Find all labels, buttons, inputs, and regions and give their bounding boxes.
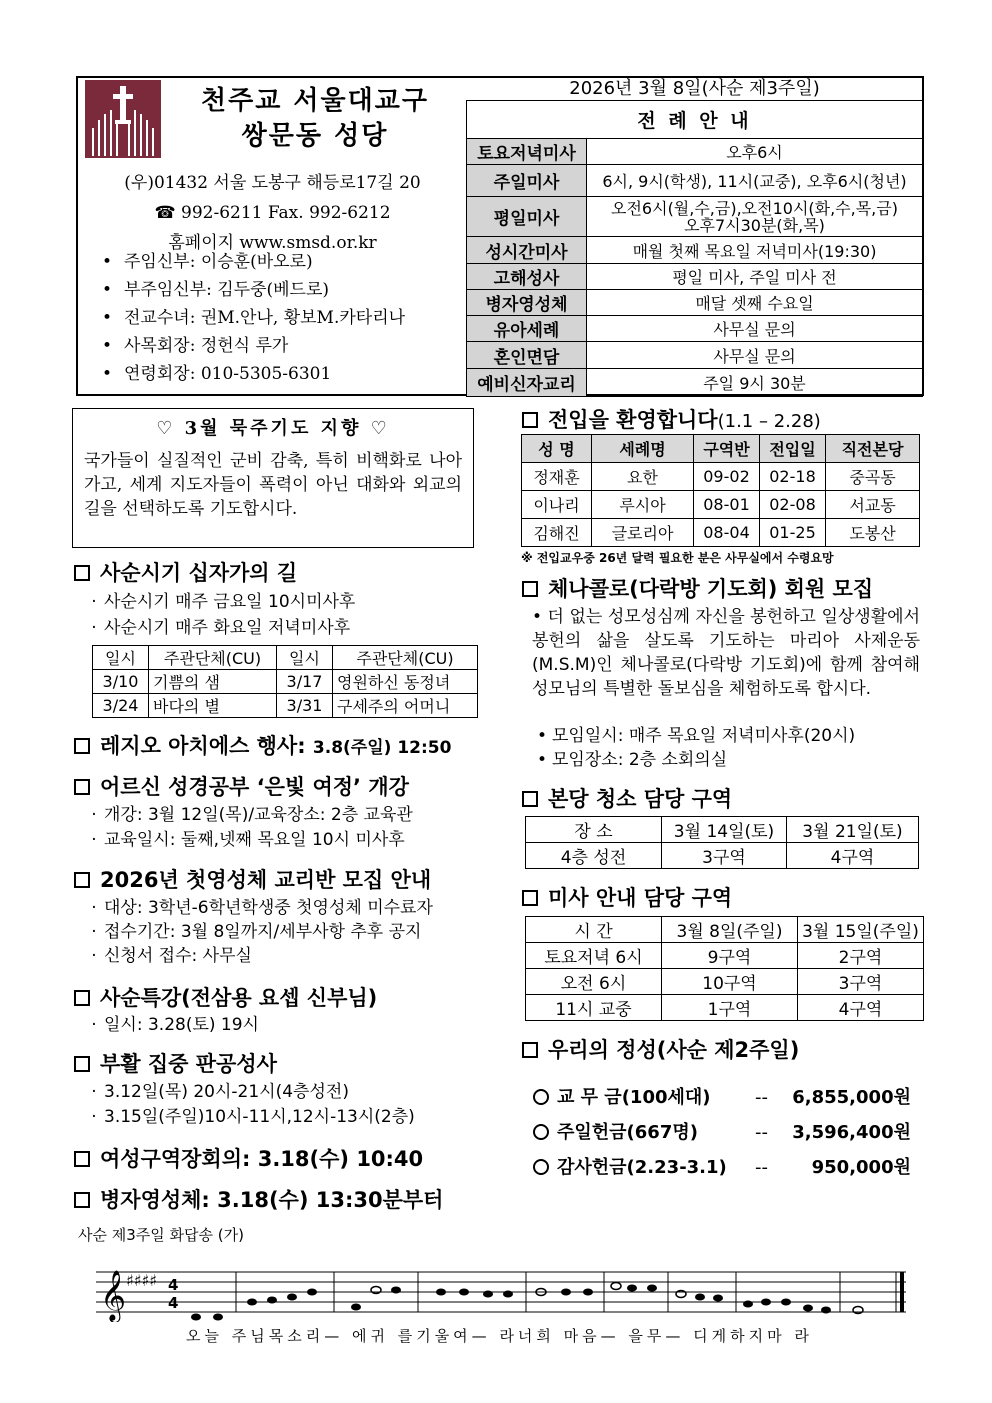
cleaning-cell: 4구역 xyxy=(787,843,919,869)
offering-label: 주일헌금(667명) xyxy=(557,1122,698,1143)
offering-row xyxy=(533,1115,923,1150)
liturgy-value: 매달 셋째 수요일 xyxy=(587,290,923,316)
liturgy-value: 사무실 문의 xyxy=(587,342,923,369)
cenacle-item-text: 모임장소: 2층 소회의실 xyxy=(552,750,728,770)
newcomers-title: 전입을 환영합니다 xyxy=(548,408,718,432)
newcomers-header-cell: 직전본당 xyxy=(826,435,920,463)
confession-item xyxy=(84,1080,349,1105)
lenten-lecture-item-text: 일시: 3.28(토) 19시 xyxy=(104,1015,259,1035)
circle-bullet-icon xyxy=(533,1124,549,1140)
liturgy-title: 전 례 안 내 xyxy=(467,101,923,139)
newcomer-cell: 08-01 xyxy=(694,491,760,519)
communion-class-item xyxy=(84,896,433,921)
svg-text:♯♯♯♯: ♯♯♯♯ xyxy=(126,1271,157,1290)
church-title xyxy=(165,84,465,154)
mass-guide-title: 미사 안내 담당 구역 xyxy=(548,886,733,910)
women-meeting-title: 여성구역장회의: 3.18(수) 10:40 xyxy=(100,1147,424,1171)
weekday-mass-line2: 오후7시30분(화,목) xyxy=(684,215,825,235)
offering-dash: -- xyxy=(755,1157,768,1178)
communion-class-heading xyxy=(74,866,431,894)
acies-title: 레지오 아치에스 행사: xyxy=(100,734,306,758)
communion-class-item xyxy=(84,920,421,945)
clergy-item: • 주임신부: 이승훈(바오로) xyxy=(96,248,466,276)
liturgy-label: 성시간미사 xyxy=(467,237,587,264)
table-row xyxy=(522,491,920,519)
newcomers-heading xyxy=(522,406,821,436)
confession-heading xyxy=(74,1050,277,1078)
lenten-lecture-title: 사순특강(전삼용 요셉 신부님) xyxy=(100,986,378,1010)
offering-row xyxy=(533,1080,923,1115)
bible-item xyxy=(84,803,413,828)
stations-table xyxy=(92,645,478,718)
svg-text:4: 4 xyxy=(168,1276,179,1294)
newcomer-cell: 09-02 xyxy=(694,463,760,491)
cenacle-text: • 더 없는 성모성심께 자신을 봉헌하고 일상생활에서 봉헌의 삶을 살도록 기도하는 마리아 사제운동(M.S.M)인 체나콜로(다락방 기도회)에 함께 참여해 성모님의 특별한 돌보심을 체험하도록 합시다. xyxy=(532,607,920,699)
bullet-icon: · xyxy=(91,898,97,918)
checkbox-icon xyxy=(74,990,90,1006)
bullet-icon: · xyxy=(91,1082,97,1102)
newcomers-period: (1.1 – 2.28) xyxy=(717,411,821,432)
offering-list xyxy=(533,1080,923,1185)
checkbox-icon xyxy=(522,581,538,597)
bullet-icon: · xyxy=(91,805,97,825)
church-diocese: 천주교 서울대교구 xyxy=(201,86,429,116)
offering-amount: 3,596,400원 xyxy=(792,1122,911,1143)
checkbox-icon xyxy=(522,791,538,807)
cleaning-heading xyxy=(522,785,732,813)
liturgy-value: 오후6시 xyxy=(587,139,923,165)
stations-title: 사순시기 십자가의 길 xyxy=(100,561,298,585)
circle-bullet-icon xyxy=(533,1089,549,1105)
stations-cell: 바다의 별 xyxy=(149,694,277,718)
address: (우)01432 서울 도봉구 해등로17길 20 xyxy=(124,173,421,193)
bullet-icon: · xyxy=(91,946,97,966)
women-meeting-heading xyxy=(74,1145,423,1173)
checkbox-icon xyxy=(74,565,90,581)
psalm-caption: 사순 제3주일 화답송 (가) xyxy=(78,1226,244,1244)
clergy-item: • 전교수녀: 권M.안나, 황보M.카타리나 xyxy=(96,304,466,332)
liturgy-table xyxy=(466,100,923,397)
stations-cell: 영원하신 동정녀 xyxy=(333,670,478,694)
cenacle-title: 체나콜로(다락방 기도회) 회원 모집 xyxy=(548,577,874,601)
communion-class-title: 2026년 첫영성체 교리반 모집 안내 xyxy=(100,868,432,892)
offering-dash: -- xyxy=(755,1122,768,1143)
newcomer-cell: 01-25 xyxy=(760,519,826,547)
stations-cell: 구세주의 어머니 xyxy=(333,694,478,718)
stations-header-cell: 주관단체(CU) xyxy=(333,646,478,670)
circle-bullet-icon xyxy=(533,1159,549,1175)
offering-title: 우리의 정성(사순 제2주일) xyxy=(548,1038,800,1062)
bible-title: 어르신 성경공부 ‘은빛 여정’ 개강 xyxy=(100,775,409,799)
bullet-icon: · xyxy=(91,618,97,638)
phone-fax: ☎ 992-6211 Fax. 992-6212 xyxy=(154,203,391,223)
mass-guide-cell: 오전 6시 xyxy=(526,969,662,995)
offering-dash: -- xyxy=(755,1087,768,1108)
bible-item-text: 교육일시: 둘째,넷째 목요일 10시 미사후 xyxy=(104,830,405,850)
bullet-icon: • xyxy=(536,750,548,770)
liturgy-label: 병자영성체 xyxy=(467,290,587,316)
checkbox-icon xyxy=(74,779,90,795)
newcomer-cell: 이나리 xyxy=(522,491,592,519)
communion-class-item xyxy=(84,944,252,969)
prayer-title: ♡ 3월 묵주기도 지향 ♡ xyxy=(156,418,390,439)
cleaning-header-cell: 3월 21일(토) xyxy=(787,817,919,843)
stations-header-cell: 일시 xyxy=(277,646,333,670)
stations-heading xyxy=(74,559,297,587)
newcomer-cell: 루시아 xyxy=(592,491,694,519)
newcomer-cell: 중곡동 xyxy=(826,463,920,491)
svg-text:4: 4 xyxy=(168,1294,179,1312)
mass-guide-cell: 11시 교중 xyxy=(526,995,662,1021)
church-logo xyxy=(85,80,161,158)
newcomer-cell: 요한 xyxy=(592,463,694,491)
offering-label: 교 무 금(100세대) xyxy=(557,1087,711,1108)
clergy-item: • 부주임신부: 김두중(베드로) xyxy=(96,276,466,304)
newcomer-cell: 김해진 xyxy=(522,519,592,547)
cleaning-table xyxy=(525,816,919,869)
cleaning-cell: 3구역 xyxy=(662,843,787,869)
newcomer-cell: 도봉산 xyxy=(826,519,920,547)
acies-heading xyxy=(74,732,451,762)
liturgy-value: 주일 9시 30분 xyxy=(587,369,923,397)
bullet-icon: · xyxy=(91,830,97,850)
liturgy-label: 토요저녁미사 xyxy=(467,139,587,165)
sick-communion-title: 병자영성체: 3.18(수) 13:30분부터 xyxy=(100,1188,444,1212)
bulletin-date: 2026년 3월 8일(사순 제3주일) xyxy=(569,78,820,99)
cenacle-item-text: 모임일시: 매주 목요일 저녁미사후(20시) xyxy=(552,726,856,746)
table-row xyxy=(522,463,920,491)
confession-title: 부활 집중 판공성사 xyxy=(100,1052,277,1076)
confession-item xyxy=(84,1105,415,1130)
communion-class-item-text: 신청서 접수: 사무실 xyxy=(104,946,252,966)
newcomer-cell: 서교동 xyxy=(826,491,920,519)
stations-cell: 3/10 xyxy=(93,670,149,694)
liturgy-label: 혼인면담 xyxy=(467,342,587,369)
mass-guide-cell: 4구역 xyxy=(798,995,924,1021)
confession-item-text: 3.12일(목) 20시-21시(4층성전) xyxy=(104,1082,349,1102)
homepage: 홈페이지 www.smsd.or.kr xyxy=(168,233,377,253)
checkbox-icon xyxy=(522,1042,538,1058)
stations-item xyxy=(84,616,350,641)
clergy-list xyxy=(96,248,466,388)
music-staff xyxy=(96,1262,906,1322)
liturgy-label: 평일미사 xyxy=(467,197,587,237)
liturgy-value xyxy=(587,197,923,237)
offering-heading xyxy=(522,1036,799,1064)
offering-row xyxy=(533,1150,923,1185)
bullet-icon: · xyxy=(91,592,97,612)
mass-guide-table xyxy=(525,916,924,1021)
mass-guide-header-cell: 3월 8일(주일) xyxy=(662,917,798,943)
table-row xyxy=(522,519,920,547)
newcomers-note: ※ 전입교우중 26년 달력 필요한 분은 사무실에서 수령요망 xyxy=(521,551,834,565)
newcomers-header-cell: 세례명 xyxy=(592,435,694,463)
stations-cell: 3/24 xyxy=(93,694,149,718)
clergy-item: • 사목회장: 정헌식 루가 xyxy=(96,332,466,360)
stations-cell: 3/17 xyxy=(277,670,333,694)
liturgy-label: 예비신자교리 xyxy=(467,369,587,397)
liturgy-value: 매월 첫째 목요일 저녁미사(19:30) xyxy=(587,237,923,264)
psalm-lyrics: 오늘 주님목소리— 에귀 를기울여— 라너희 마음— 을무— 디게하지마 라 xyxy=(186,1327,813,1345)
offering-amount: 6,855,000원 xyxy=(792,1087,911,1108)
mass-guide-cell: 9구역 xyxy=(662,943,798,969)
liturgy-value: 사무실 문의 xyxy=(587,316,923,342)
newcomer-cell: 글로리아 xyxy=(592,519,694,547)
church-name: 쌍문동 성당 xyxy=(241,121,389,151)
clergy-item: • 연령회장: 010-5305-6301 xyxy=(96,360,466,388)
mass-guide-cell: 1구역 xyxy=(662,995,798,1021)
newcomer-cell: 02-18 xyxy=(760,463,826,491)
newcomers-table xyxy=(521,434,920,547)
stations-item-text: 사순시기 매주 화요일 저녁미사후 xyxy=(104,618,351,638)
mass-guide-cell: 3구역 xyxy=(798,969,924,995)
stations-header-cell: 주관단체(CU) xyxy=(149,646,277,670)
checkbox-icon xyxy=(74,1056,90,1072)
bullet-icon: · xyxy=(91,922,97,942)
bible-item-text: 개강: 3월 12일(목)/교육장소: 2층 교육관 xyxy=(104,805,413,825)
cenacle-item xyxy=(532,748,727,773)
sick-communion-heading xyxy=(74,1186,443,1214)
checkbox-icon xyxy=(74,1192,90,1208)
newcomers-header-cell: 전입일 xyxy=(760,435,826,463)
mass-guide-header-cell: 3월 15일(주일) xyxy=(798,917,924,943)
newcomers-header-cell: 성 명 xyxy=(522,435,592,463)
lenten-lecture-item xyxy=(84,1013,259,1038)
checkbox-icon xyxy=(522,412,538,428)
offering-label: 감사헌금(2.23-3.1) xyxy=(557,1157,727,1178)
bible-item xyxy=(84,828,405,853)
bullet-icon: · xyxy=(91,1107,97,1127)
offering-amount: 950,000원 xyxy=(811,1157,911,1178)
bullet-icon: • xyxy=(536,726,548,746)
weekday-mass-line1: 오전6시(월,수,금),오전10시(화,수,목,금) xyxy=(611,198,898,218)
communion-class-item-text: 대상: 3학년-6학년학생중 첫영성체 미수료자 xyxy=(104,898,433,918)
liturgy-label: 고해성사 xyxy=(467,264,587,290)
mass-guide-cell: 2구역 xyxy=(798,943,924,969)
church-contact xyxy=(80,168,465,258)
cleaning-title: 본당 청소 담당 구역 xyxy=(548,787,733,811)
mass-guide-cell: 토요저녁 6시 xyxy=(526,943,662,969)
checkbox-icon xyxy=(522,890,538,906)
mass-guide-heading xyxy=(522,884,732,912)
newcomer-cell: 08-04 xyxy=(694,519,760,547)
cenacle-heading xyxy=(522,575,873,603)
bible-heading xyxy=(74,773,409,801)
liturgy-label: 주일미사 xyxy=(467,165,587,197)
lenten-lecture-heading xyxy=(74,984,377,1012)
bullet-icon: · xyxy=(91,1015,97,1035)
mass-guide-header-cell: 시 간 xyxy=(526,917,662,943)
liturgy-value: 평일 미사, 주일 미사 전 xyxy=(587,264,923,290)
checkbox-icon xyxy=(74,872,90,888)
communion-class-item-text: 접수기간: 3월 8일까지/세부사항 추후 공지 xyxy=(104,922,422,942)
newcomer-cell: 02-08 xyxy=(760,491,826,519)
stations-item xyxy=(84,590,355,615)
stations-header-cell: 일시 xyxy=(93,646,149,670)
confession-item-text: 3.15일(주일)10시-11시,12시-13시(2층) xyxy=(104,1107,415,1127)
prayer-text: 국가들이 실질적인 군비 감축, 특히 비핵화로 나아가고, 세계 지도자들이 폭력이 아닌 대화와 외교의 길을 선택하도록 기도합시다. xyxy=(84,451,462,519)
stations-cell: 3/31 xyxy=(277,694,333,718)
cleaning-header-cell: 3월 14일(토) xyxy=(662,817,787,843)
svg-text:𝄞: 𝄞 xyxy=(100,1270,127,1321)
acies-detail: 3.8(주일) 12:50 xyxy=(312,738,452,758)
checkbox-icon xyxy=(74,1151,90,1167)
cleaning-header-cell: 장 소 xyxy=(526,817,662,843)
liturgy-value: 6시, 9시(학생), 11시(교중), 오후6시(청년) xyxy=(587,165,923,197)
stations-cell: 기쁨의 샘 xyxy=(149,670,277,694)
newcomer-cell: 정재훈 xyxy=(522,463,592,491)
cleaning-cell: 4층 성전 xyxy=(526,843,662,869)
newcomers-header-cell: 구역반 xyxy=(694,435,760,463)
cenacle-item xyxy=(532,724,855,749)
mass-guide-cell: 10구역 xyxy=(662,969,798,995)
stations-item-text: 사순시기 매주 금요일 10시미사후 xyxy=(104,592,356,612)
checkbox-icon xyxy=(74,738,90,754)
liturgy-label: 유아세례 xyxy=(467,316,587,342)
